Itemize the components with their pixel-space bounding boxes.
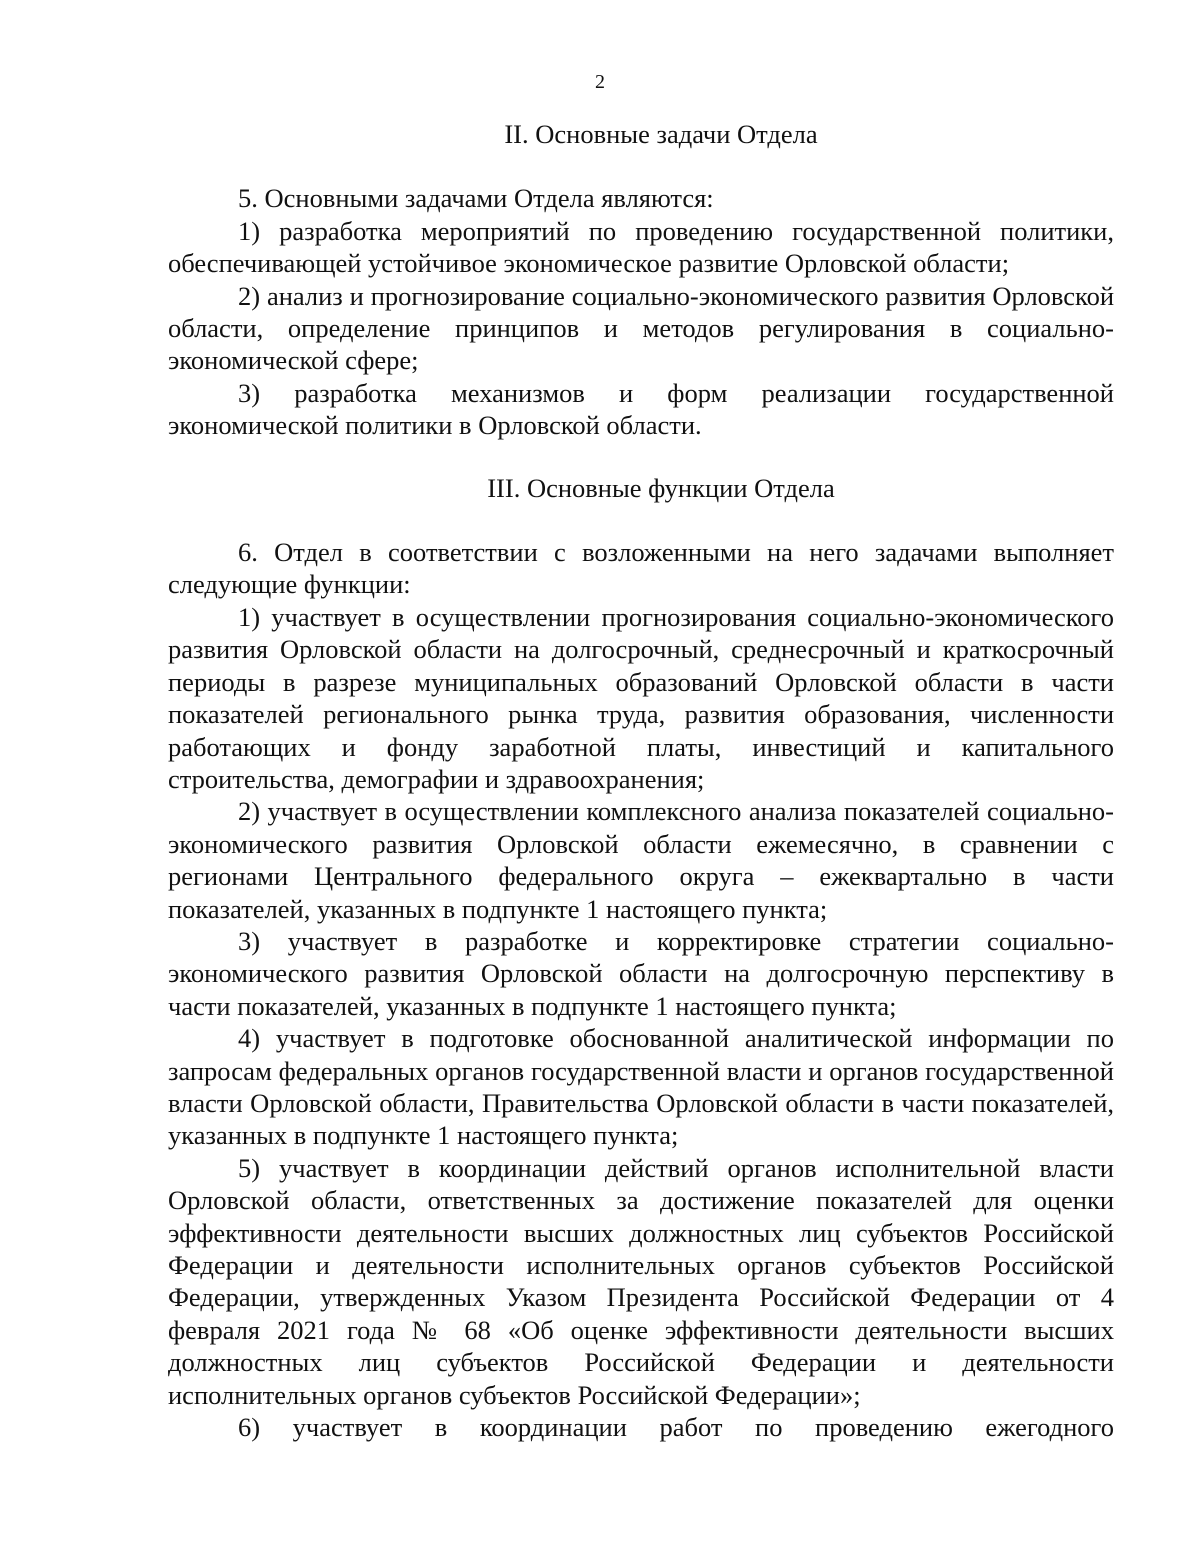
section-3-heading: III. Основные функции Отдела [487, 472, 835, 503]
section-3-item-6: 6) участвует в координации работ по проведению ежегодного [238, 1412, 1114, 1443]
section-2-heading: II. Основные задачи Отдела [504, 119, 818, 149]
section-3-item-5: 5) участвует в координации действий органов исполнительной власти Орловской области, ответственных за достижение показателей для оценки эффективности деятельности высших должностных лиц субъектов Российской Федерации и деятельности исполнительных органов субъектов Российской Федерации, утвержденных Указом Президента Российской Федерации от 4 февраля 2021 года № 68 «Об оценке эффективности деятельности высших должностных лиц субъектов Российской Федерации и деятельности исполнительных органов субъектов Российской Федерации»; [168, 1152, 1114, 1410]
section-3-item-4: 4) участвует в подготовке обоснованной аналитической информации по запросам федеральных органов государственной власти и органов государственной власти Орловской области, Правительства Орловской области в части показателей, указанных в подпункте 1 настоящего пункта; [168, 1023, 1114, 1151]
section-3-item-2: 2) участвует в осуществлении комплексного анализа показателей социально-экономического развития Орловской области ежемесячно, в сравнении с регионами Центрального федерального округа – ежеквартально в части показателей, указанных в подпункте 1 настоящего пункта; [168, 796, 1114, 924]
section-3-item-1: 1) участвует в осуществлении прогнозирования социально-экономического развития Орловской области на долгосрочный, среднесрочный и краткосрочный периоды в разрезе муниципальных образований Орловской области в части показателей регионального рынка труда, развития образования, численности работающих и фонду заработной платы, инвестиций и капитального строительства, демографии и здравоохранения; [168, 601, 1114, 794]
section-2-intro: 5. Основными задачами Отдела являются: [238, 183, 714, 214]
section-2-item-2: 2) анализ и прогнозирование социально-экономического развития Орловской области, определение принципов и методов регулирования в социально-экономической сфере; [168, 280, 1114, 376]
section-3-intro: 6. Отдел в соответствии с возложенными на него задачами выполняет следующие функции: [168, 537, 1114, 600]
document-body [168, 114, 1114, 1443]
page-number: 2 [595, 71, 605, 93]
section-3-item-3: 3) участвует в разработке и корректировке стратегии социально-экономического развития Орловской области на долгосрочную перспективу в части показателей, указанных в подпункте 1 настоящего пункта; [168, 925, 1114, 1021]
section-2-item-1: 1) разработка мероприятий по проведению государственной политики, обеспечивающей устойчивое экономическое развитие Орловской области; [168, 215, 1114, 279]
section-2-item-3: 3) разработка механизмов и форм реализации государственной экономической политики в Орловской области. [168, 377, 1114, 441]
